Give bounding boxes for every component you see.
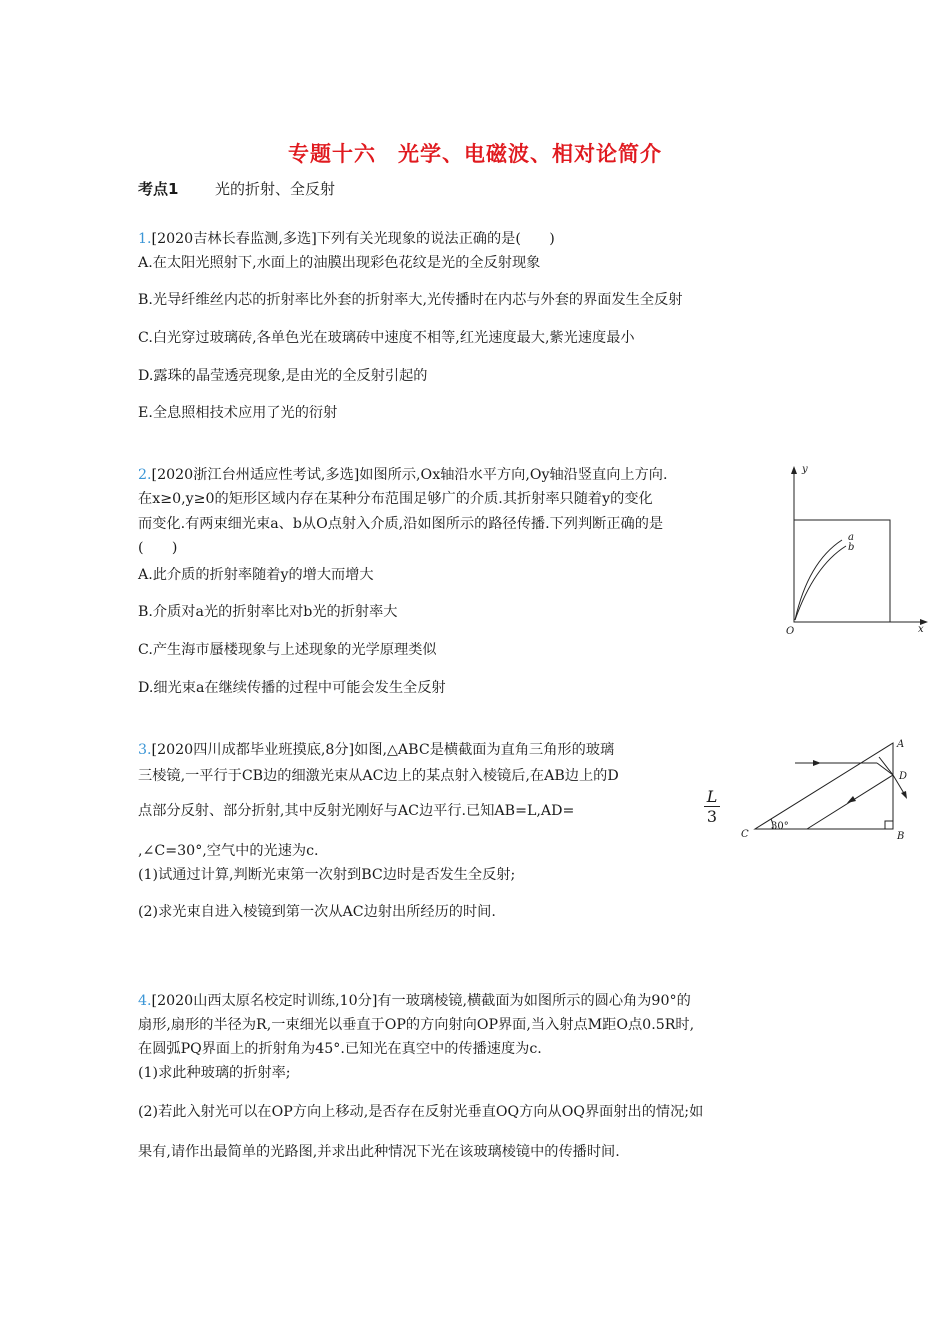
q4-stem-line-3: 在圆弧PQ界面上的折射角为45°.已知光在真空中的传播速度为c. <box>138 1041 542 1057</box>
q3-fig-label-b: B <box>897 831 905 842</box>
q2-number: 2. <box>138 467 152 483</box>
section-label: 考点1 <box>138 180 179 198</box>
q4-stem-line-2: 扇形,扇形的半径为R,一束细光以垂直于OP的方向射向OP界面,当入射点M距O点0.5R时, <box>138 1017 695 1033</box>
q1-stem-line <box>138 230 555 248</box>
q2-fig-x-label: x <box>918 624 924 635</box>
q4-stem-line-1 <box>138 992 691 1010</box>
q2-option-a: A.此介质的折射率随着y的增大而增大 <box>138 567 374 583</box>
q3-fig-label-c: C <box>741 829 749 840</box>
q1-option-a: A.在太阳光照射下,水面上的油膜出现彩色花纹是光的全反射现象 <box>138 255 541 271</box>
q2-fig-origin-label: O <box>786 626 795 637</box>
q1-option-c: C.白光穿过玻璃砖,各单色光在玻璃砖中速度不相等,红光速度最大,紫光速度最小 <box>138 330 635 346</box>
q2-figure <box>780 462 930 637</box>
q2-stem-line-2: 在x≥0,y≥0的矩形区域内存在某种分布范围足够广的介质.其折射率只随着y的变化 <box>138 491 653 507</box>
q2-option-d: D.细光束a在继续传播的过程中可能会发生全反射 <box>138 680 446 696</box>
q3-fig-label-a: A <box>897 739 905 750</box>
q3-stem-line-2: 三棱镜,一平行于CB边的细激光束从AC边上的某点射入棱镜后,在AB边上的D <box>138 768 619 784</box>
q3-part-2: (2)求光束自进入棱镜到第一次从AC边射出所经历的时间. <box>138 904 496 920</box>
q3-stem-line-3: 点部分反射、部分折射,其中反射光刚好与AC边平行.已知AB=L,AD= <box>138 803 575 819</box>
q3-stem-1: [2020四川成都毕业班摸底,8分]如图,△ABC是横截面为直角三角形的玻璃 <box>151 742 615 758</box>
q1-stem: [2020吉林长春监测,多选]下列有关光现象的说法正确的是( ) <box>151 231 555 247</box>
q3-fraction <box>702 788 722 827</box>
page-title: 专题十六 光学、电磁波、相对论简介 <box>288 142 662 166</box>
q2-fig-a-label: a <box>848 532 854 543</box>
q2-stem-line-3: 而变化.有两束细光束a、b从O点射入介质,沿如图所示的路径传播.下列判断正确的是 <box>138 516 664 532</box>
q4-part-2: (2)若此入射光可以在OP方向上移动,是否存在反射光垂直OQ方向从OQ界面射出的情况;如 <box>138 1104 704 1120</box>
q1-option-e: E.全息照相技术应用了光的衍射 <box>138 405 338 421</box>
q4-part-2-cont: 果有,请作出最简单的光路图,并求出此种情况下光在该玻璃棱镜中的传播时间. <box>138 1144 620 1160</box>
q2-fig-y-label: y <box>802 464 808 475</box>
q3-fig-angle-label: 30° <box>771 821 789 832</box>
q2-stem-1: [2020浙江台州适应性考试,多选]如图所示,Ox轴沿水平方向,Oy轴沿竖直向上方向. <box>151 467 668 483</box>
q3-number: 3. <box>138 742 152 758</box>
q4-stem-1: [2020山西太原名校定时训练,10分]有一玻璃棱镜,横截面为如图所示的圆心角为90°的 <box>151 993 691 1009</box>
q3-stem-line-1 <box>138 741 614 759</box>
q3-fraction-numerator: L <box>706 787 718 806</box>
q4-number: 4. <box>138 993 152 1009</box>
section-title: 光的折射、全反射 <box>215 180 336 198</box>
q3-figure <box>735 735 915 845</box>
q2-stem-line-4: ( ) <box>138 540 178 556</box>
q3-stem-line-4: ,∠C=30°,空气中的光速为c. <box>138 843 319 859</box>
q3-part-1: (1)试通过计算,判断光束第一次射到BC边时是否发生全反射; <box>138 867 516 883</box>
q2-option-c: C.产生海市蜃楼现象与上述现象的光学原理类似 <box>138 642 437 658</box>
q3-fig-label-d: D <box>899 771 908 782</box>
q1-number: 1. <box>138 231 152 247</box>
q3-fraction-denominator: 3 <box>706 807 718 826</box>
q1-option-b: B.光导纤维丝内芯的折射率比外套的折射率大,光传播时在内芯与外套的界面发生全反射 <box>138 292 683 308</box>
q2-stem-line-1 <box>138 466 667 484</box>
q2-option-b: B.介质对a光的折射率比对b光的折射率大 <box>138 604 398 620</box>
q1-option-d: D.露珠的晶莹透亮现象,是由光的全反射引起的 <box>138 368 428 384</box>
q2-fig-b-label: b <box>848 542 855 553</box>
q4-part-1: (1)求此种玻璃的折射率; <box>138 1065 291 1081</box>
